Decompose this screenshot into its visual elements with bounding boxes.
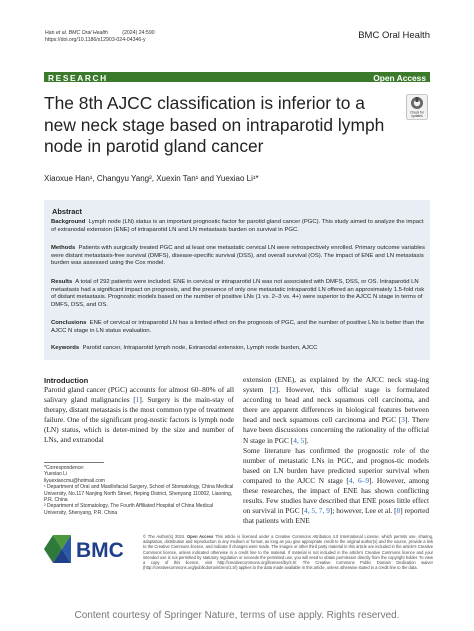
check-updates-line1: Check for [410, 110, 424, 115]
citation-journal: et al. BMC Oral Health [55, 30, 108, 36]
reference-link[interactable]: 1 [135, 395, 140, 405]
intro-text: Some literature has confirmed the prognostic role of the number of metastatic LNs in PGC, and prognos-tic models based on LN burden have predicted superior survival when compared to the AJCC N stage [ [243, 445, 429, 485]
conclusions-label: Conclusions [51, 320, 87, 326]
abstract-conclusions [51, 320, 425, 335]
correspondence-label: *Correspondence: [44, 465, 85, 471]
article-type-bar [44, 72, 430, 82]
footnotes [44, 465, 236, 516]
abstract-background [51, 219, 425, 234]
doi-link[interactable]: https://doi.org/10.1186/s12903-024-04346-y [45, 37, 146, 43]
intro-text: ] reported that patients with ENE [243, 506, 430, 526]
reference-link[interactable]: 4, 5, 7, 9 [304, 506, 330, 516]
open-access-label: Open Access [373, 72, 426, 83]
reference-link[interactable]: 3 [401, 415, 405, 425]
license-copyright: © The Author(s) 2024. [143, 534, 187, 539]
intro-text: extension (ENE), as explained by the AJCC neck stag-ing system [ [243, 375, 429, 395]
results-label: Results [51, 279, 73, 285]
intro-text: Parotid gland cancer (PGC) accounts for almost 60–80% of all salivary gland malignancies [ [44, 385, 234, 405]
license-open-access: Open Access [186, 534, 214, 539]
correspondence-name: Yuexiao Li [44, 471, 68, 478]
intro-text: ]. However, among these researches, the impact of ENE has shown conflicting results. Few studies have described that ENE poses little effect on survival in PGC [ [243, 475, 430, 516]
abstract-keywords [51, 345, 425, 353]
article-title: The 8th AJCC classification is inferior to a new neck stage based on intraparotid lymph node in parotid gland cancer [44, 93, 385, 156]
courtesy-notice: Content courtesy of Springer Nature, terms of use apply. Rights reserved. [74, 610, 400, 621]
methods-text: Patients with surgically treated PGC and at least one metastatic cervical LN were retrospectively enrolled. Primary outcome variables were distant metastasis-free survival (DMFS), disease-specific survival (DSS), and overall survival (OS). The impact of ENE and LN metastasis burden was assessed using the Cox model. [51, 245, 425, 267]
check-updates-line2: updates [411, 114, 423, 119]
abstract-results [51, 279, 425, 310]
citation-volume: (2024) 24:590 [107, 30, 155, 36]
intro-text: ]. Surgery is the main-stay of therapy, distant metastasis is the most common type of treatment failure. One of the significant prog-nostic factors is lymph node (LN) status, which is deter-mined by the size and number of LNs, and extranodal [44, 395, 235, 445]
reference-link[interactable]: 4, 6–9 [348, 475, 370, 485]
keywords-label: Keywords [51, 345, 80, 351]
check-for-updates-button[interactable] [406, 94, 428, 120]
intro-paragraph [243, 446, 429, 527]
intro-column-2 [243, 375, 429, 526]
license-text [143, 534, 433, 570]
bmc-logo-text: BMC [76, 539, 124, 562]
abstract-methods [51, 245, 425, 268]
footnote-divider [44, 462, 104, 463]
reference-link[interactable]: 2 [271, 385, 276, 395]
reference-link[interactable]: 8 [396, 506, 401, 516]
citation-authors: Han [45, 30, 56, 36]
intro-text: ]. [304, 435, 309, 445]
intro-paragraph [243, 375, 429, 446]
intro-text: ]; however, Lee et al. [ [329, 506, 397, 516]
citation [45, 30, 155, 44]
license-body: This article is licensed under a Creative Commons Attribution 4.0 International License, which permits use, sharing, adaptation, distribution and reproduction in any medium or format, as long as you give appropriate credit to the original author(s) and the source, provide a link to the Creative Commons licence, and indicate if changes were made. The images or other third party material in this article are included in the article's Creative Commons licence, unless indicated otherwise in a credit line to the material. If material is not included in the article's Creative Commons licence and your intended use is not permitted by statutory regulation or exceeds the permitted use, you will need to obtain permission directly from the copyright holder. To view a copy of this licence, visit http://creativecommons.org/licenses/by/4.0/. The Creative Commons Public Domain Dedication waiver (http://creativecommons.org/publicdomain/zero/1.0/) applies to the data made available in this article, unless otherwise stated in a credit line to the data. [143, 534, 433, 571]
affiliation-1: ¹ Department of Oral and Maxillofacial Surgery, School of Stomatology, China Medical University, No.117 Nanjing North Street, Heping District, Shenyang 110002, Liaoning, P.R. China [44, 484, 234, 504]
intro-column-1 [44, 385, 234, 446]
reference-link[interactable]: 4, 5 [293, 435, 305, 445]
journal-name: BMC Oral Health [358, 30, 430, 41]
background-text: Lymph node (LN) status is an important prognostic factor for parotid gland cancer (PGC). This study aimed to analyze the impact of extranodal extension (ENE) of intraparotid LN and LN metastasis burden on survival in PGC. [51, 219, 424, 233]
intro-text: ]. There have been discussions concerning the rationality of the official N stage in PGC [ [243, 415, 429, 445]
background-label: Background [51, 219, 86, 225]
conclusions-text: ENE of cervical or intraparotid LN has a limited effect on the prognosis of PGC, and the number of positive LNs is better than the AJCC N stage in LN status evaluation. [51, 320, 425, 334]
affiliation-2: ² Department of Stomatology, The Fourth Affiliated Hospital of China Medical University, Shenyang, P.R. China [44, 503, 213, 516]
author-list: Xiaoxue Han¹, Changyu Yang², Xuexin Tan¹ and Yuexiao Li¹* [44, 174, 259, 183]
article-type: RESEARCH [48, 72, 108, 83]
abstract-box [44, 200, 430, 360]
introduction-heading: Introduction [44, 376, 89, 385]
intro-text: ]. However, this official stage is formulated according to head and neck squamous cell carcinoma, and there are apparent differences in biological features between head and neck squamous cell carcinoma and PGC [ [243, 385, 429, 425]
bmc-logo-icon [44, 533, 134, 565]
methods-label: Methods [51, 245, 76, 251]
bmc-logo [44, 533, 134, 565]
correspondence-email[interactable]: liyuexiaocmu@hotmail.com [44, 477, 105, 484]
keywords-text: Parotid cancer, Intraparotid lymph node, Extranodal extension, Lymph node burden, AJCC [82, 345, 318, 351]
results-text: A total of 292 patients were included. ENE in cervical or intraparotid LN was not associated with DMFS, DSS, or OS. Intraparotid LN metastasis had a significant impact on prognosis, and the presence of only one metastatic intraparotid LN offered an approximately 1.5-fold risk of distant metastasis. Prognostic models based on the number of positive LNs (1 vs. 2–3 vs. 4+) were superior to the AJCC N stage in terms of DMFS, DSS, and OS. [51, 279, 425, 309]
abstract-heading: Abstract [52, 207, 82, 216]
check-updates-icon [406, 94, 428, 120]
